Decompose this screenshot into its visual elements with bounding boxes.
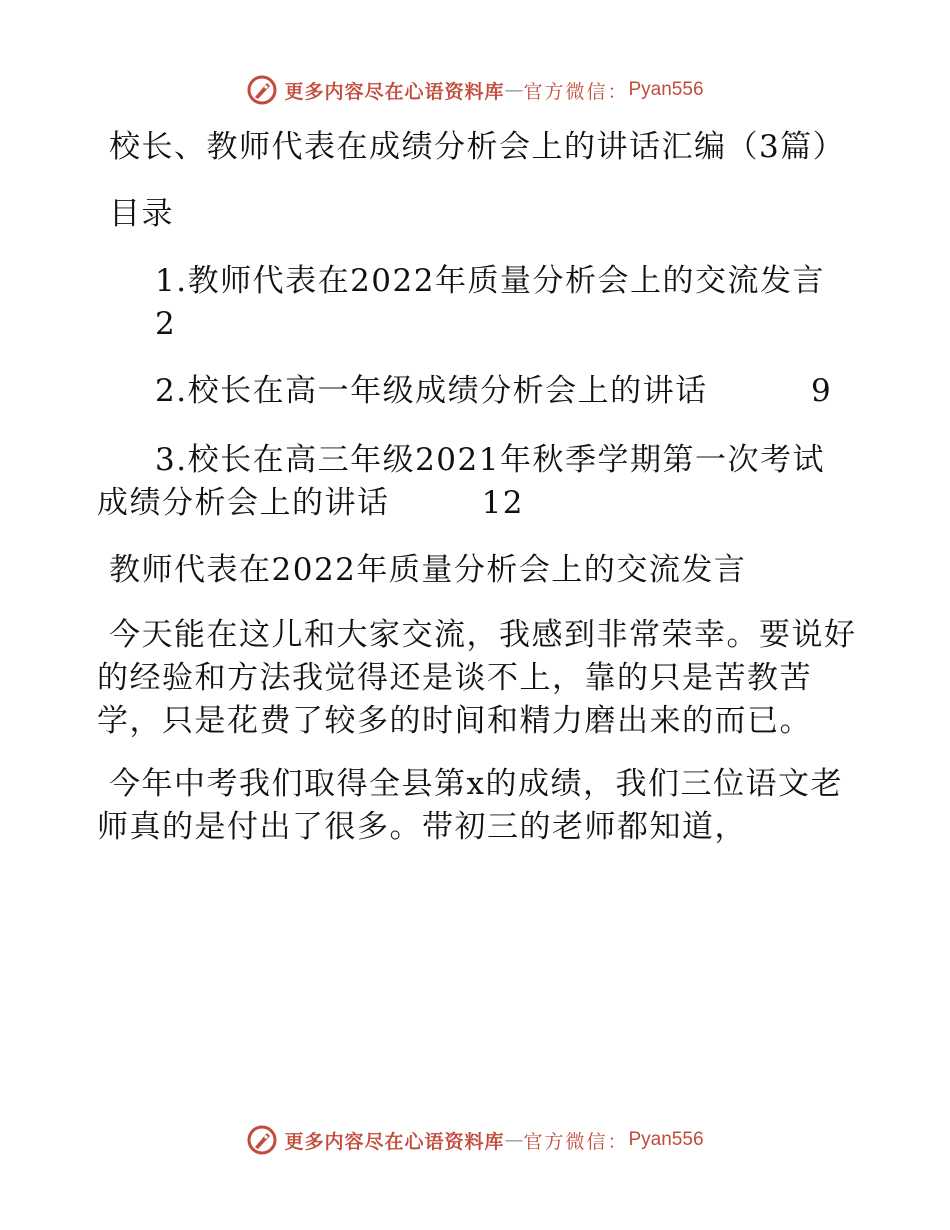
body-paragraph-1: 今天能在这儿和大家交流，我感到非常荣幸。要说好的经验和方法我觉得还是谈不上，靠的只是苦教苦学，只是花费了较多的时间和精力磨出来的而已。 xyxy=(97,617,857,739)
watermark-wechat-label: 官方微信： xyxy=(523,80,629,103)
header-watermark xyxy=(0,70,950,110)
watermark-separator: — xyxy=(504,1129,524,1151)
watermark-wechat-label: 官方微信： xyxy=(523,1130,629,1153)
toc-item-page: 12 xyxy=(481,485,525,521)
section-title: 教师代表在2022年质量分析会上的交流发言 xyxy=(109,552,747,588)
watermark-wechat-id: Pyan556 xyxy=(628,79,704,100)
toc-item-page: 9 xyxy=(811,373,833,409)
watermark-text: 更多内容尽在心语资料库 xyxy=(284,1130,505,1153)
document-body xyxy=(97,126,857,869)
toc-heading: 目录 xyxy=(109,196,174,232)
body-paragraph-2: 今年中考我们取得全县第x的成绩，我们三位语文老师真的是付出了很多。带初三的老师都知道， xyxy=(97,766,843,845)
pen-nib-logo-icon xyxy=(246,74,278,106)
watermark-wechat-id: Pyan556 xyxy=(628,1129,704,1150)
document-title: 校长、教师代表在成绩分析会上的讲话汇编（3篇） xyxy=(109,129,846,165)
toc-item-page: 2 xyxy=(155,306,177,342)
toc-item-text: 1.教师代表在2022年质量分析会上的交流发言 xyxy=(155,263,825,299)
footer-watermark xyxy=(0,1120,950,1160)
watermark-separator: — xyxy=(504,79,524,101)
toc-item-2 xyxy=(97,370,857,413)
toc-item-text: 2.校长在高一年级成绩分析会上的讲话 xyxy=(155,373,708,409)
pen-nib-logo-icon xyxy=(246,1124,278,1156)
toc-item-3 xyxy=(97,439,857,525)
toc-item-text: 3.校长在高三年级2021年秋季学期第一次考试成绩分析会上的讲话 xyxy=(97,442,825,521)
toc-item-1 xyxy=(97,260,857,346)
watermark-text: 更多内容尽在心语资料库 xyxy=(284,80,505,103)
